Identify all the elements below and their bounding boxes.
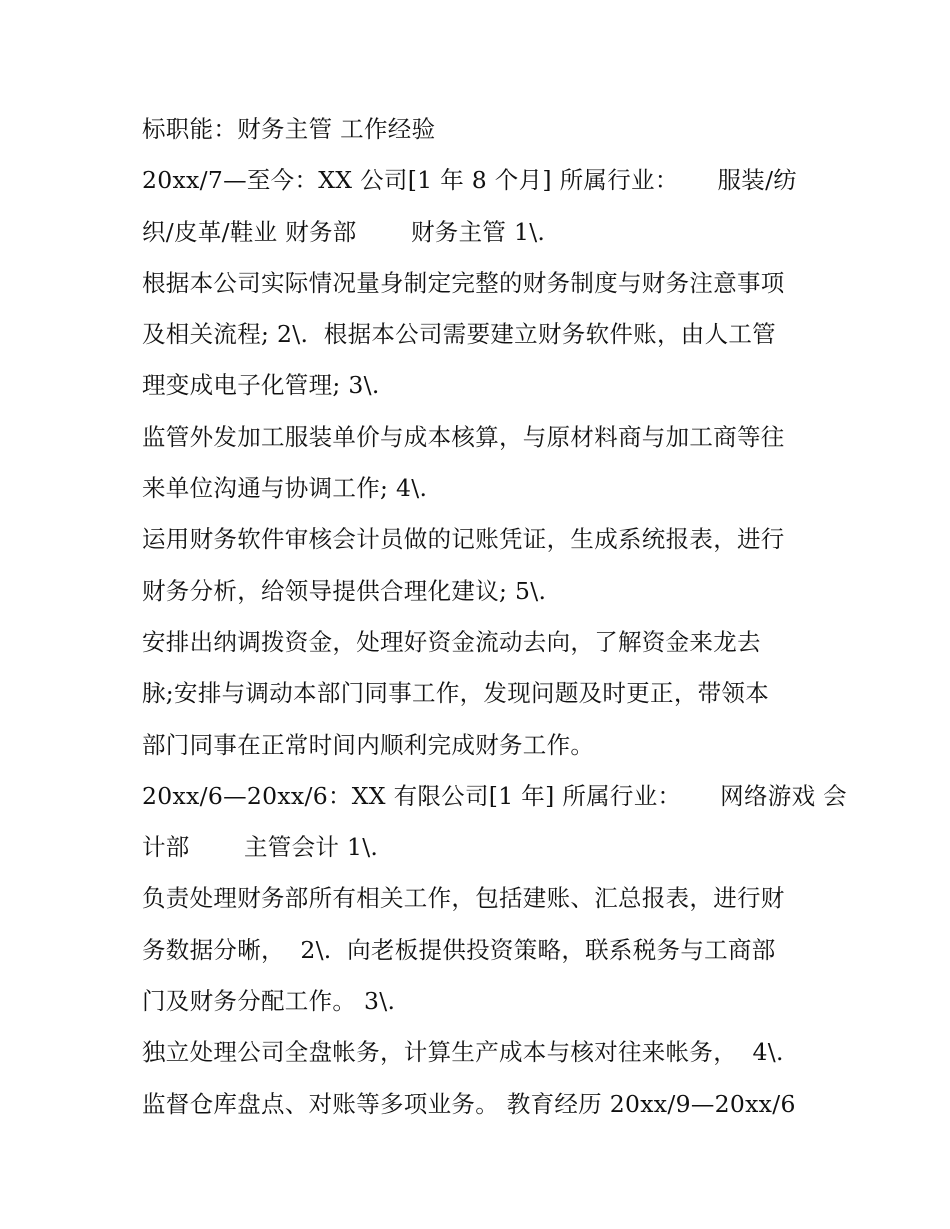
text-line: 负责处理财务部所有相关工作，包括建账、汇总报表，进行财 (142, 884, 785, 913)
text-line: 运用财务软件审核会计员做的记账凭证，生成系统报表，进行 (142, 525, 785, 554)
text-line: 安排出纳调拨资金，处理好资金流动去向，了解资金来龙去 (142, 627, 761, 656)
text-line: 部门同事在正常时间内顺利完成财务工作。 (142, 730, 595, 759)
text-line: 脉;安排与调动本部门同事工作，发现问题及时更正，带领本 (142, 679, 770, 708)
text-line: 财务分析，给领导提供合理化建议; 5\. (142, 576, 547, 605)
text-line: 监督仓库盘点、对账等多项业务。 教育经历 20xx/9—20xx/6 (142, 1089, 796, 1118)
text-line: 织/皮革/鞋业 财务部 财务主管 1\. (142, 217, 546, 246)
text-line: 根据本公司实际情况量身制定完整的财务制度与财务注意事项 (142, 268, 785, 297)
text-line: 监管外发加工服装单价与成本核算，与原材料商与加工商等往 (142, 422, 785, 451)
text-line: 计部 主管会计 1\. (142, 833, 379, 862)
text-line: 20xx/6—20xx/6：XX 有限公司[1 年] 所属行业： 网络游戏 会 (142, 781, 847, 810)
text-line: 来单位沟通与协调工作; 4\. (142, 474, 428, 503)
text-line: 门及财务分配工作。 3\. (142, 987, 396, 1016)
text-line: 20xx/7—至今：XX 公司[1 年 8 个月] 所属行业： 服装/纺 (142, 166, 798, 195)
text-line: 务数据分晰， 2\. 向老板提供投资策略，联系税务与工商部 (142, 935, 776, 964)
resume-text-block (142, 108, 847, 1134)
text-line: 独立处理公司全盘帐务，计算生产成本与核对往来帐务， 4\. (142, 1038, 784, 1067)
text-line: 标职能：财务主管 工作经验 (142, 115, 436, 143)
text-line: 理变成电子化管理; 3\. (142, 371, 380, 400)
text-line: 及相关流程; 2\. 根据本公司需要建立财务软件账，由人工管 (142, 320, 776, 349)
